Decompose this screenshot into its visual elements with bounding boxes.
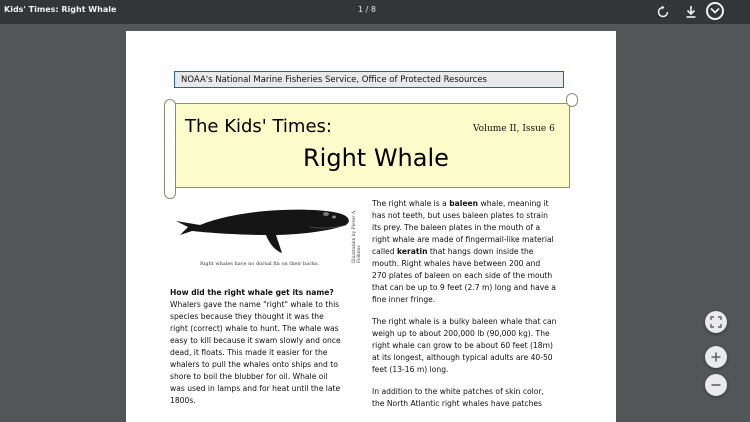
text-line: whalers to pull the whales onto ships and to — [170, 360, 338, 369]
text-line: weigh up to about 200,000 lb (90,000 kg). The — [372, 329, 550, 338]
text-line: right (correct) whale to hunt. The whale was — [170, 324, 339, 333]
whale-image — [170, 199, 354, 259]
scroll-curl-right — [566, 93, 578, 107]
text-line: feet (13-16 m) long. — [372, 365, 449, 374]
page-counter: 1 / 8 — [358, 5, 376, 14]
rotate-icon[interactable] — [656, 4, 672, 20]
paragraph-patches — [372, 386, 574, 410]
right-column — [372, 198, 574, 420]
text-line: was used in lamps and for heat until the late — [170, 384, 341, 393]
text-line: The right whale is a bulky baleen whale that can — [372, 317, 557, 326]
text-line: right whale are made of fingermail-like material — [372, 235, 554, 244]
text-line: shore to boil the blubber for oil. Whale oil — [170, 372, 328, 381]
title-scroll — [164, 93, 580, 201]
text-line: the North Atlantic right whales have patches — [372, 399, 543, 408]
scroll-curl-left — [164, 99, 176, 199]
fit-page-icon — [710, 316, 722, 328]
text-line: The right whale is a baleen whale, meaning it — [372, 199, 549, 208]
text-line: its prey. The baleen plates in the mouth of a — [372, 223, 541, 232]
plus-icon — [710, 351, 722, 363]
text-line: species because they thought it was the — [170, 312, 324, 321]
text-line: In addition to the white patches of skin color, — [372, 387, 544, 396]
text-line: right whale can grow to be about 60 feet (18m) — [372, 341, 553, 350]
newsletter-title: The Kids' Times: — [185, 116, 332, 137]
minus-icon — [710, 379, 722, 391]
title-scroll-body — [172, 103, 570, 188]
zoom-in-button[interactable] — [705, 346, 727, 368]
text-line: mouth. Right whales have between 200 and — [372, 259, 541, 268]
chevron-down-icon[interactable] — [706, 2, 724, 20]
download-icon[interactable] — [684, 4, 700, 20]
text-line: easy to kill because it swam slowly and once — [170, 336, 341, 345]
image-caption: Right whales have no dorsal fin on their backs. — [200, 261, 320, 267]
text-line: 1800s. — [170, 396, 196, 405]
whale-illustration — [170, 199, 354, 271]
paragraph-baleen — [372, 198, 574, 306]
issue-label: Volume II, Issue 6 — [473, 124, 555, 134]
text-line: has not teeth, but uses baleen plates to strain — [372, 211, 548, 220]
text-line: that can be up to 9 feet (2.7 m) long and have a — [372, 283, 556, 292]
image-credit: Illustration by Pieter A. Folkens — [352, 209, 362, 263]
text-line: at its longest, although typical adults are 40-50 — [372, 353, 553, 362]
left-column — [170, 287, 362, 407]
zoom-out-button[interactable] — [705, 374, 727, 396]
text-line: 270 plates of baleen on each side of the mouth — [372, 271, 553, 280]
text-line: called keratin that hangs down inside the — [372, 247, 534, 256]
fit-page-button[interactable] — [705, 311, 727, 333]
document-title: Kids' Times: Right Whale — [4, 5, 117, 14]
paragraph-size — [372, 316, 574, 376]
pdf-page — [126, 31, 616, 422]
text-line: dead, it floats. This made it easier for the — [170, 348, 328, 357]
banner-text: NOAA's National Marine Fisheries Service, Office of Protected Resources — [181, 75, 487, 85]
text-line: fine inner fringe. — [372, 295, 436, 304]
main-title: Right Whale — [303, 144, 449, 172]
text-line: Whalers gave the name "right" whale to this — [170, 300, 340, 309]
viewer-toolbar — [0, 0, 750, 24]
publisher-banner — [174, 71, 564, 88]
section-heading: How did the right whale get its name? — [170, 288, 334, 297]
